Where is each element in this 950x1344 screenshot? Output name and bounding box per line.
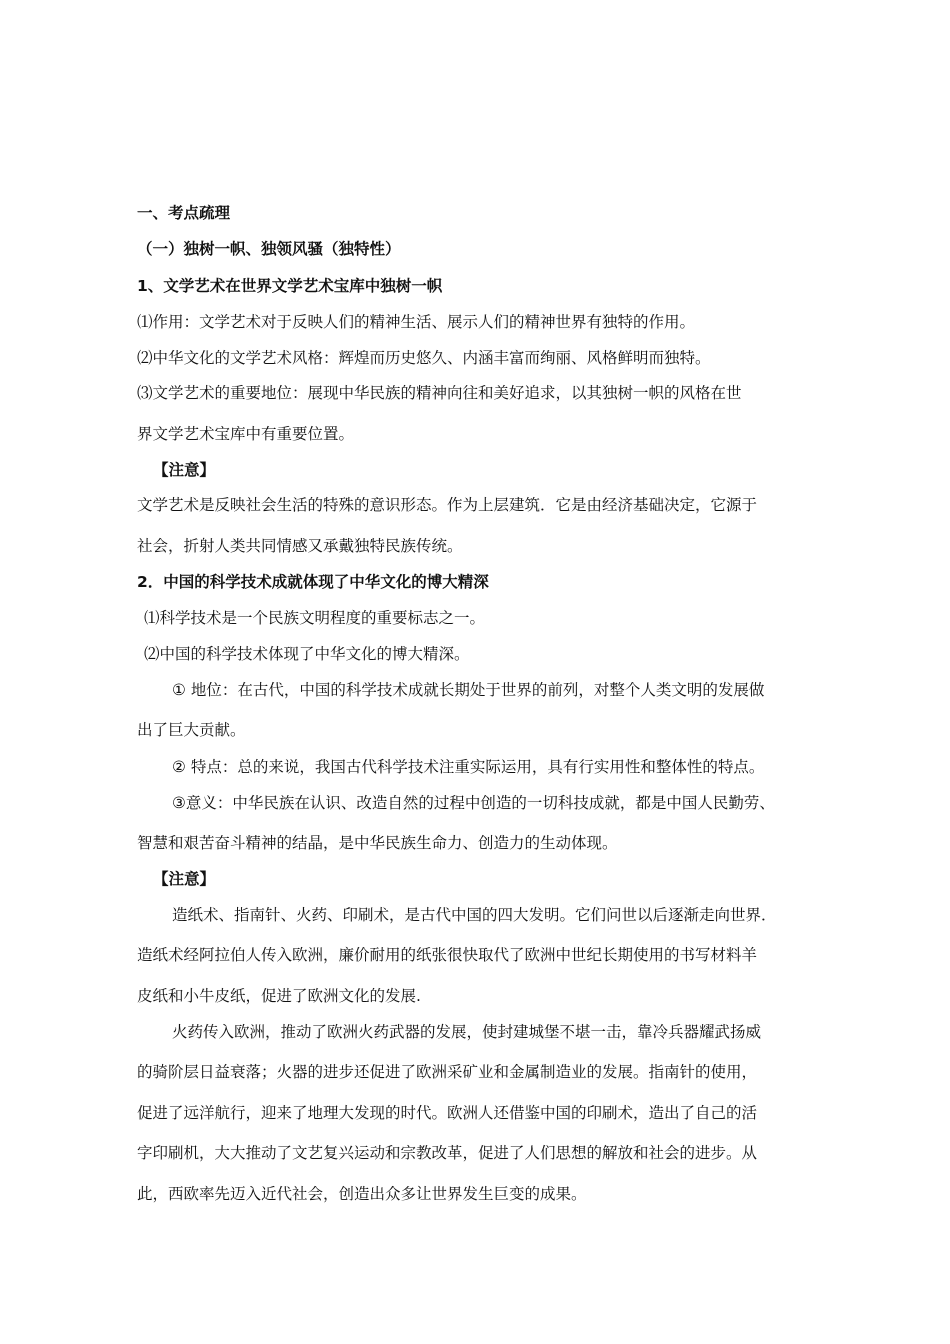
note-para1-line2: 造纸术经阿拉伯人传入欧洲，廉价耐用的纸张很快取代了欧洲中世纪长期使用的书写材料羊 <box>137 946 758 964</box>
point1-note-line2: 社会，折射人类共同情感又承戴独特民族传统。 <box>137 537 463 555</box>
point2-sub3-line2: 智慧和艰苦奋斗精神的结晶，是中华民族生命力、创造力的生动体现。 <box>137 834 618 852</box>
note-para2-line1: 火药传入欧洲，推动了欧洲火药武器的发展，使封建城堡不堪一击，靠冷兵器耀武扬威 <box>172 1023 762 1041</box>
note-para1-line3: 皮纸和小牛皮纸，促进了欧洲文化的发展. <box>137 987 421 1005</box>
point2-note-label: 【注意】 <box>153 870 216 888</box>
note-para1-line1: 造纸术、指南针、火药、印刷术，是古代中国的四大发明。它们问世以后逐渐走向世界． <box>172 906 777 924</box>
point2-item2: ⑵中国的科学技术体现了中华文化的博大精深。 <box>144 645 470 663</box>
note-para2-line2: 的骑阶层日益衰落；火器的进步还促进了欧洲采矿业和金属制造业的发展。指南针的使用， <box>137 1063 758 1081</box>
point2-sub2: ② 特点：总的来说，我国古代科学技术注重实际运用，具有行实用性和整体性的特点。 <box>172 758 765 776</box>
point1-item3-line1: ⑶文学艺术的重要地位：展现中华民族的精神向往和美好追求，以其独树一帜的风格在世 <box>137 384 742 402</box>
note-para2-line5: 此，西欧率先迈入近代社会，创造出众多让世界发生巨变的成果。 <box>137 1185 587 1203</box>
point1-item1: ⑴作用：文学艺术对于反映人们的精神生活、展示人们的精神世界有独特的作用。 <box>137 313 696 331</box>
point1-item3-line2: 界文学艺术宝库中有重要位置。 <box>137 425 355 443</box>
section-heading: 一、考点疏理 <box>137 204 231 222</box>
point1-note-label: 【注意】 <box>153 461 216 479</box>
subsection-heading: （一）独树一帜、独领风骚（独特性） <box>137 240 401 258</box>
note-para2-line3: 促进了远洋航行，迎来了地理大发现的时代。欧洲人还借鉴中国的印刷术，造出了自己的活 <box>137 1104 758 1122</box>
point2-sub1-line2: 出了巨大贡献。 <box>137 721 246 739</box>
point1-note-line1: 文学艺术是反映社会生活的特殊的意识形态。作为上层建筑．它是由经济基础决定，它源于 <box>137 496 758 514</box>
point2-title: 2．中国的科学技术成就体现了中华文化的博大精深 <box>137 573 489 591</box>
point1-item2: ⑵中华文化的文学艺术风格：辉煌而历史悠久、内涵丰富而绚丽、风格鲜明而独特。 <box>137 349 711 367</box>
point2-sub3-line1: ③意义：中华民族在认识、改造自然的过程中创造的一切科技成就，都是中国人民勤劳、 <box>172 794 775 812</box>
note-para2-line4: 字印刷机，大大推动了文艺复兴运动和宗教改革，促进了人们思想的解放和社会的进步。从 <box>137 1144 758 1162</box>
point2-sub1-line1: ① 地位：在古代，中国的科学技术成就长期处于世界的前列，对整个人类文明的发展做 <box>172 681 765 699</box>
point2-item1: ⑴科学技术是一个民族文明程度的重要标志之一。 <box>144 609 486 627</box>
point1-title: 1、文学艺术在世界文学艺术宝库中独树一帜 <box>137 277 443 295</box>
